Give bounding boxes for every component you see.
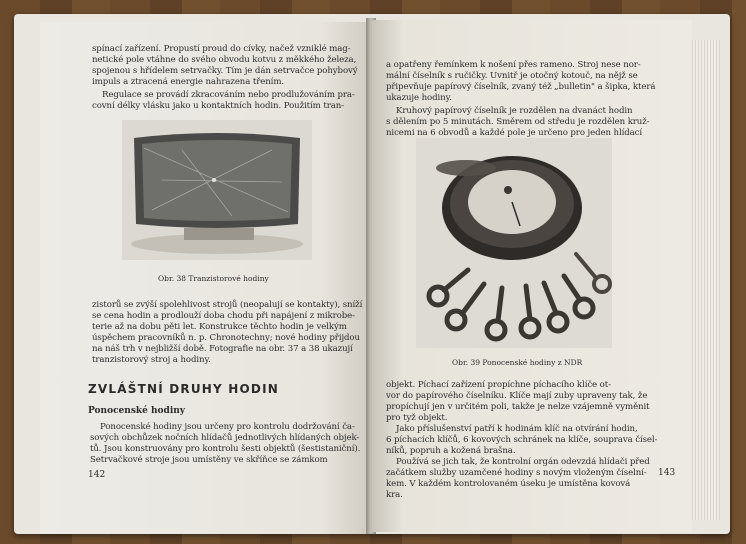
text-line: a opatřeny řemínkem k nošení přes rameno. Stroj nese nor-: [386, 60, 641, 70]
text-line: Regulace se provádí zkracováním nebo prodlužováním pra-: [102, 90, 355, 100]
figure-caption: Obr. 39 Ponocenské hodiny z NDR: [452, 358, 583, 367]
subsection-heading: Ponocenské hodiny: [88, 406, 186, 416]
right-page: [372, 20, 692, 532]
text-line: připevňuje papírový číselník, zvaný též „bulletin" a šipka, která: [386, 82, 656, 92]
text-line: vor do papírového číselníku. Klíče mají zuby upraveny tak, že: [386, 391, 648, 401]
text-line: covní délky vlásku jako u kontaktních hodin. Použitím tran-: [92, 101, 344, 111]
text-line: úspěchem pracovníků n. p. Chronotechny; nové hodiny přijdou: [92, 333, 360, 343]
text-line: objekt. Píchací zařízení propíchne píchacího klíče ot-: [386, 380, 611, 390]
text-line: Ponocenské hodiny jsou určeny pro kontrolu dodržování ča-: [100, 422, 355, 432]
text-line: na náš trh v nejbližší době. Fotografie na obr. 37 a 38 ukazují: [92, 344, 353, 354]
text-line: mální číselník s ručičky. Uvnitř je otočný kotouč, na nějž se: [386, 71, 638, 81]
text-line: Jako příslušenství patří k hodinám klíč na otvírání hodin,: [396, 424, 638, 434]
left-page: [40, 22, 370, 534]
text-line: níků, popruh a kožená brašna.: [386, 446, 516, 456]
night-watchman-clock-photo: [416, 138, 612, 348]
text-line: sových obchůzek nočních hlídačů jednotlivých hlídaných objek-: [90, 433, 360, 443]
transistor-clock-photo: [122, 120, 312, 260]
page-edges: [690, 40, 720, 520]
text-line: zistorů se zvýší spolehlivost strojů (neopalují se kontakty), sníží: [92, 300, 363, 310]
text-line: kem. V každém kontrolovaném úseku je umístěna kovová: [386, 479, 631, 489]
text-line: se cena hodin a prodlouží doba chodu při napájení z mikrobe-: [92, 311, 355, 321]
text-line: impuls a ztracená energie nahrazena třením.: [92, 77, 285, 87]
text-line: s dělením po 5 minutách. Směrem od středu je rozdělen kruž-: [386, 117, 650, 127]
text-line: Používá se jich tak, že kontrolní orgán odevzdá hlídači před: [396, 457, 650, 467]
text-line: spínací zařízení. Propustí proud do cívky, načež vzniklé mag-: [92, 44, 351, 54]
text-line: ukazuje hodiny.: [386, 93, 452, 103]
text-line: Kruhový papírový číselník je rozdělen na dvanáct hodin: [396, 106, 633, 116]
text-line: terie až na dobu pěti let. Konstrukce těchto hodin je velkým: [92, 322, 347, 332]
text-line: kra.: [386, 490, 403, 500]
text-line: tranzistorový stroj a hodiny.: [92, 355, 211, 365]
text-line: netické pole vtáhne do svého obvodu kotvu z měkkého železa,: [92, 55, 357, 65]
page-number: 143: [658, 468, 676, 478]
text-line: nicemi na 6 obvodů a každé pole je určeno pro jeden hlídací: [386, 128, 643, 138]
text-line: Setrvačkové stroje jsou umístěny ve skříňce se zámkom: [90, 455, 328, 465]
text-line: pro tyž objekt.: [386, 413, 448, 423]
text-line: spojenou s hřídelem setrvačky. Tím je dán setrvačce pohybový: [92, 66, 358, 76]
text-line: začátkem služby uzamčené hodiny s novým vloženým číselní-: [386, 468, 647, 478]
figure-caption: Obr. 38 Tranzistorové hodiny: [158, 274, 269, 283]
section-heading: ZVLÁŠTNÍ DRUHY HODIN: [88, 382, 280, 396]
page-number: 142: [88, 470, 106, 480]
text-line: propíchují jen v určitém poli, takže je nelze vzájemně vyměnit: [386, 402, 650, 412]
text-line: tů. Jsou konstruovány pro kontrolu šesti objektů (šestistaniční).: [90, 444, 361, 454]
text-line: 6 píchacích klíčů, 6 kovových schránek na klíče, souprava čísel-: [386, 435, 658, 445]
